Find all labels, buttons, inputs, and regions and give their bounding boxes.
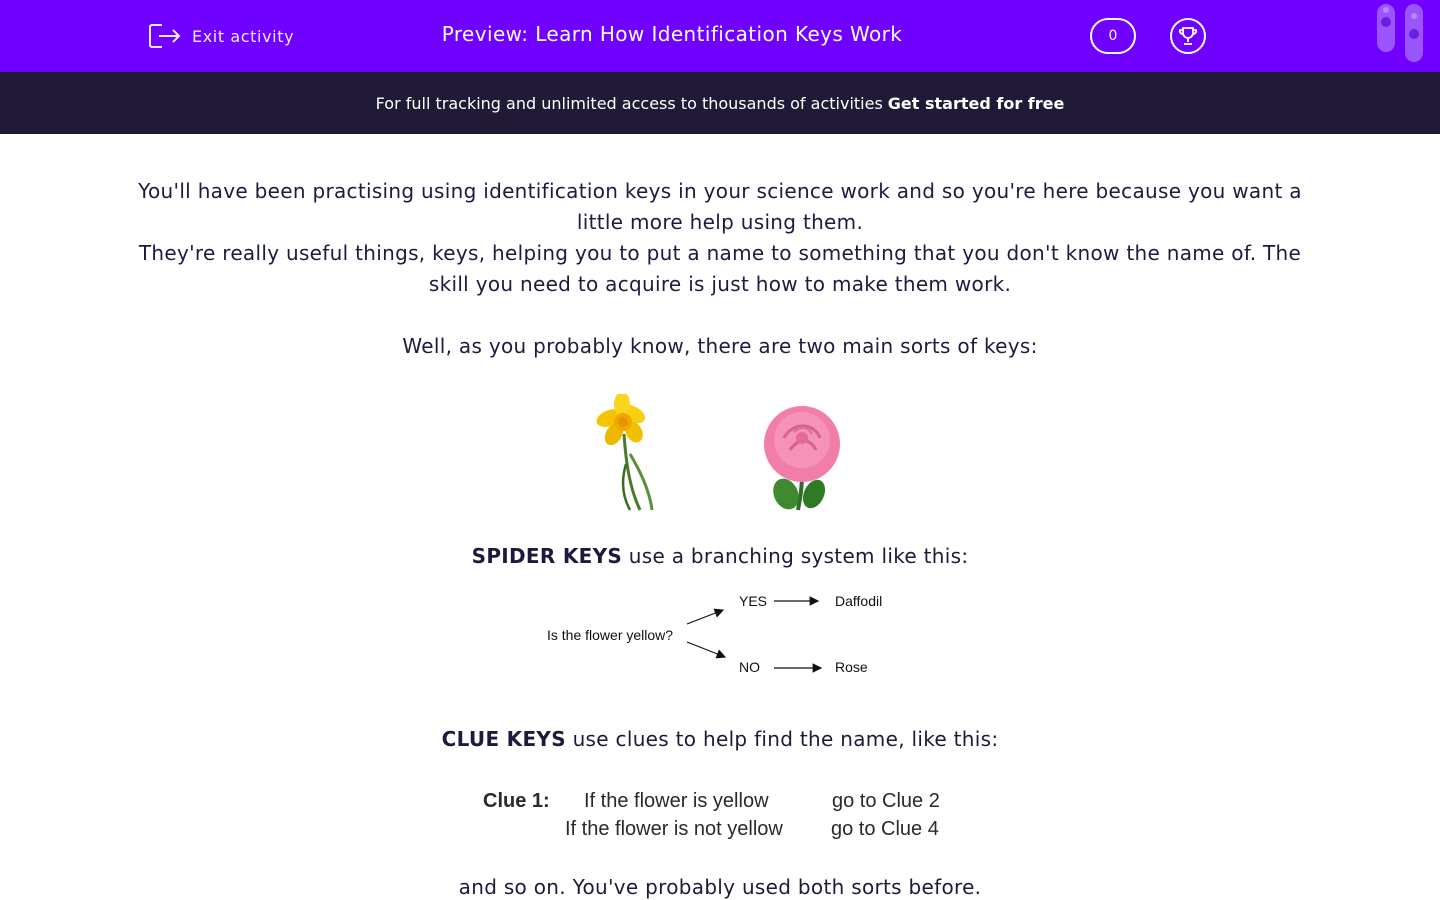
upgrade-banner: [0, 72, 1440, 134]
spider-keys-term: SPIDER KEYS: [471, 544, 623, 568]
spider-question: Is the flower yellow?: [547, 627, 674, 643]
spider-keys-heading: [120, 544, 1320, 568]
intro-paragraph-1: You'll have been practising using identification keys in your science work and so you're here because you want a little more help using them.: [138, 179, 1302, 234]
intro-content: [120, 176, 1320, 362]
daffodil-image: [594, 394, 652, 510]
page-title: Preview: Learn How Identification Keys Work: [441, 22, 903, 46]
exit-activity-button[interactable]: [148, 20, 294, 52]
top-bar: [0, 0, 1440, 72]
clue-keys-term: CLUE KEYS: [441, 727, 566, 751]
intro-paragraph-2: They're really useful things, keys, helping you to put a name to something that you don't know the name of. The skill you need to acquire is just how to make them work.: [138, 241, 1302, 296]
clue-keys-heading: [120, 727, 1320, 751]
clue-1-action-yes: go to Clue 2: [832, 790, 940, 812]
clue-1-label: Clue 1:: [483, 790, 550, 812]
trophy-icon: [1177, 25, 1199, 47]
brand-logo: [1374, 4, 1426, 64]
trophy-button[interactable]: [1170, 18, 1206, 54]
spider-no-result: Rose: [835, 659, 868, 675]
spider-keys-description: use a branching system like this:: [622, 544, 969, 568]
clue-1-action-no: go to Clue 4: [831, 818, 939, 840]
get-started-link[interactable]: Get started for free: [887, 93, 1065, 113]
spider-key-diagram: [540, 586, 900, 686]
spider-yes-label: YES: [739, 593, 768, 609]
intro-paragraph-3: Well, as you probably know, there are two main sorts of keys:: [402, 334, 1038, 358]
closing-text: and so on. You've probably used both sorts before.: [458, 875, 982, 899]
flower-images: [580, 394, 860, 514]
spider-no-label: NO: [739, 659, 760, 675]
clue-1-condition-no: If the flower is not yellow: [565, 818, 783, 840]
score-badge: 0: [1090, 18, 1136, 54]
clue-keys-description: use clues to help find the name, like this:: [565, 727, 999, 751]
yes-branch-arrow: [687, 610, 723, 624]
exit-icon: [148, 22, 182, 50]
rose-image: [764, 406, 840, 514]
exit-activity-label: Exit activity: [192, 26, 295, 46]
clue-1-condition-yes: If the flower is yellow: [584, 790, 769, 812]
no-branch-arrow: [687, 642, 725, 657]
banner-text: For full tracking and unlimited access to thousands of activities: [375, 93, 883, 113]
spider-yes-result: Daffodil: [835, 593, 883, 609]
